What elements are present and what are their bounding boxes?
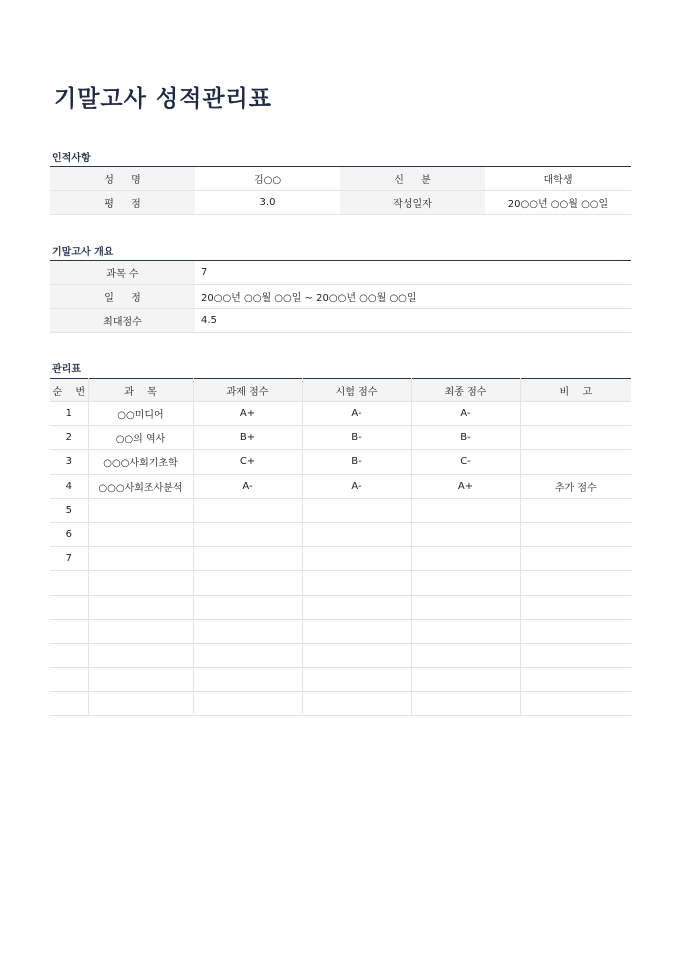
table-row — [50, 402, 631, 426]
table-row — [50, 595, 631, 619]
assignment-score-cell: C+ — [193, 450, 302, 474]
final-score-cell — [411, 643, 520, 667]
assignment-score-cell — [193, 668, 302, 692]
subject-count-label: 과목 수 — [50, 261, 195, 285]
schedule-value: 20○○년 ○○월 ○○일 ~ 20○○년 ○○월 ○○일 — [195, 285, 631, 309]
table-row — [50, 474, 631, 498]
final-score-cell — [411, 571, 520, 595]
exam-score-cell — [302, 668, 411, 692]
table-row — [50, 498, 631, 522]
table-row — [50, 571, 631, 595]
remarks-cell — [520, 426, 631, 450]
row-number-cell: 6 — [50, 522, 88, 546]
column-header-final-score: 최종 점수 — [411, 379, 520, 402]
max-score-label: 최대점수 — [50, 309, 195, 333]
subject-cell: ○○○사회기초학 — [88, 450, 193, 474]
column-header-remarks: 비 고 — [520, 379, 631, 402]
date-label: 작성일자 — [340, 191, 485, 215]
row-number-cell: 7 — [50, 547, 88, 571]
remarks-cell — [520, 522, 631, 546]
exam-score-cell — [302, 643, 411, 667]
table-row — [50, 522, 631, 546]
remarks-cell: 추가 점수 — [520, 474, 631, 498]
row-number-cell: 5 — [50, 498, 88, 522]
row-number-cell: 3 — [50, 450, 88, 474]
row-number-cell — [50, 595, 88, 619]
remarks-cell — [520, 402, 631, 426]
assignment-score-cell: A- — [193, 474, 302, 498]
exam-score-cell: A- — [302, 474, 411, 498]
assignment-score-cell — [193, 571, 302, 595]
final-score-cell — [411, 692, 520, 716]
exam-score-cell — [302, 692, 411, 716]
row-number-cell — [50, 692, 88, 716]
grades-header-row — [50, 379, 631, 402]
final-score-cell — [411, 522, 520, 546]
remarks-cell — [520, 450, 631, 474]
column-header-exam-score: 시험 점수 — [302, 379, 411, 402]
row-number-cell — [50, 571, 88, 595]
max-score-value: 4.5 — [195, 309, 631, 333]
name-label: 성 명 — [50, 167, 195, 191]
subject-cell: ○○○사회조사분석 — [88, 474, 193, 498]
assignment-score-cell — [193, 498, 302, 522]
remarks-cell — [520, 498, 631, 522]
personal-row — [50, 167, 631, 191]
status-value: 대학생 — [485, 167, 631, 191]
exam-score-cell — [302, 571, 411, 595]
exam-score-cell: B- — [302, 426, 411, 450]
column-header-number: 순 번 — [50, 379, 88, 402]
grades-table — [50, 378, 631, 716]
personal-section-heading: 인적사항 — [52, 153, 91, 164]
table-row — [50, 426, 631, 450]
overview-row — [50, 285, 631, 309]
overview-section-heading: 기말고사 개요 — [52, 247, 114, 258]
subject-cell — [88, 668, 193, 692]
remarks-cell — [520, 668, 631, 692]
overview-row — [50, 261, 631, 285]
row-number-cell — [50, 668, 88, 692]
subject-cell — [88, 522, 193, 546]
table-row — [50, 643, 631, 667]
page-title: 기말고사 성적관리표 — [54, 86, 272, 112]
table-row — [50, 547, 631, 571]
subject-cell: ○○미디어 — [88, 402, 193, 426]
row-number-cell: 4 — [50, 474, 88, 498]
subject-cell — [88, 643, 193, 667]
subject-cell — [88, 498, 193, 522]
final-score-cell — [411, 619, 520, 643]
table-row — [50, 450, 631, 474]
subject-cell — [88, 547, 193, 571]
row-number-cell: 1 — [50, 402, 88, 426]
remarks-cell — [520, 692, 631, 716]
exam-score-cell: A- — [302, 402, 411, 426]
overview-row — [50, 309, 631, 333]
grades-section-heading: 관리표 — [52, 364, 81, 375]
final-score-cell: A- — [411, 402, 520, 426]
subject-cell — [88, 595, 193, 619]
row-number-cell — [50, 643, 88, 667]
schedule-label: 일 정 — [50, 285, 195, 309]
assignment-score-cell — [193, 692, 302, 716]
assignment-score-cell — [193, 522, 302, 546]
subject-cell — [88, 619, 193, 643]
final-score-cell: A+ — [411, 474, 520, 498]
assignment-score-cell — [193, 643, 302, 667]
table-row — [50, 619, 631, 643]
exam-score-cell: B- — [302, 450, 411, 474]
personal-row — [50, 191, 631, 215]
exam-score-cell — [302, 547, 411, 571]
status-label: 신 분 — [340, 167, 485, 191]
remarks-cell — [520, 547, 631, 571]
subject-cell — [88, 692, 193, 716]
exam-score-cell — [302, 595, 411, 619]
final-score-cell: C- — [411, 450, 520, 474]
name-value: 김○○ — [195, 167, 340, 191]
final-score-cell — [411, 668, 520, 692]
assignment-score-cell — [193, 619, 302, 643]
remarks-cell — [520, 619, 631, 643]
remarks-cell — [520, 643, 631, 667]
exam-score-cell — [302, 619, 411, 643]
assignment-score-cell: A+ — [193, 402, 302, 426]
exam-score-cell — [302, 498, 411, 522]
row-number-cell: 2 — [50, 426, 88, 450]
final-score-cell — [411, 547, 520, 571]
table-row — [50, 668, 631, 692]
personal-info-table — [50, 166, 631, 215]
remarks-cell — [520, 595, 631, 619]
assignment-score-cell — [193, 547, 302, 571]
overview-table — [50, 260, 631, 333]
date-value: 20○○년 ○○월 ○○일 — [485, 191, 631, 215]
subject-cell: ○○의 역사 — [88, 426, 193, 450]
final-score-cell — [411, 595, 520, 619]
subject-count-value: 7 — [195, 261, 631, 285]
row-number-cell — [50, 619, 88, 643]
gpa-label: 평 점 — [50, 191, 195, 215]
remarks-cell — [520, 571, 631, 595]
subject-cell — [88, 571, 193, 595]
assignment-score-cell — [193, 595, 302, 619]
column-header-assignment-score: 과제 점수 — [193, 379, 302, 402]
gpa-value: 3.0 — [195, 191, 340, 215]
column-header-subject: 과 목 — [88, 379, 193, 402]
table-row — [50, 692, 631, 716]
exam-score-cell — [302, 522, 411, 546]
final-score-cell — [411, 498, 520, 522]
assignment-score-cell: B+ — [193, 426, 302, 450]
final-score-cell: B- — [411, 426, 520, 450]
